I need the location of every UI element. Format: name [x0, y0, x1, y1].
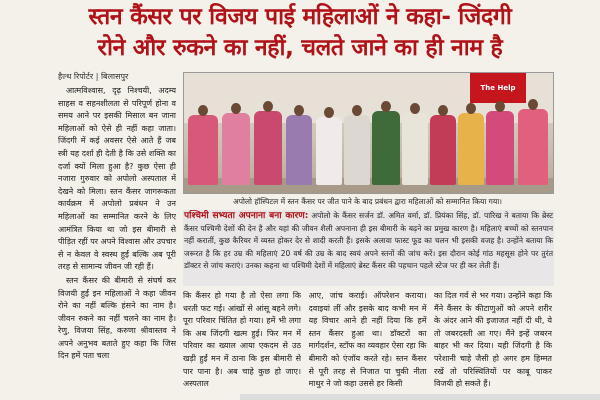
- left-column: [58, 85, 176, 397]
- photo-person: [188, 115, 218, 185]
- bottom-strip: [240, 394, 600, 400]
- lower-column-3: का दिल गर्व से भर गया। उन्होंने कहा कि मैंने कैंसर के कीटाणुओं को अपने शरीर के अंदर आने की इजाजत नहीं दी थी, ये तो जबरदस्ती आ गए। मैंने इन्हें जबरन बाहर भी कर दिया। यही जिंदगी है कि परेशानी चाहे जैसी हो अगर हम हिम्मत रखें तो परिस्थितियों पर काबू पाकर विजयी हो सकते हैं।: [434, 291, 552, 389]
- photo-person: [254, 111, 282, 185]
- photo-person: [402, 113, 428, 185]
- photo-person: [430, 115, 456, 185]
- byline-reporter: हैल्थ रिपोर्टर: [58, 72, 94, 81]
- boxed-text: अपोलो के कैंसर सर्जन डॉ. अमित वर्मा, डॉ. प्रियंका सिंह, डॉ. पारिख ने बताया कि ब्रेस्ट कैंसर पश्चिमी देशों की देन है और यहां की जीवन शैली अपनाना ही इस बीमारी के बढ़ने का प्रमुख कारण है। महिलाएं बच्चों को स्तनपान नहीं करातीं, कुछ कैरियर में व्यस्त होकर देर से शादी करती हैं। इसके अलावा फास्ट फूड का चलन भी इसकी वजह है। उन्होंने बताया कि जरूरत है कि हर उम्र की महिलाएं 20 वर्ष की उम्र के बाद स्वयं अपने स्तनों की जांच करें। इस दौरान कोई गांठ महसूस होने पर तुरंत डॉक्टर से जांच कराएं। उनका कहना था पश्चिमी देशों में महिलाएं ब्रेस्ट कैंसर की पहचान पहले स्टेज पर ही कर लेती हैं।: [184, 211, 553, 271]
- photo-person-head: [381, 101, 391, 112]
- photo-person: [222, 113, 250, 185]
- photo-person-head: [352, 105, 362, 116]
- photo-person: [372, 111, 400, 185]
- photo-caption: अपोलो हॉस्पिटल में स्तन कैंसर पर जीत पाने के बाद प्रबंधन द्वारा महिलाओं को सम्मानित किया गया।: [232, 197, 503, 206]
- lower-column-2: आए, जांच कराई। ऑपरेशन कराया। दवाइयां लीं और इसके बाद कभी मन में यह विचार आने ही नहीं दिया कि हमें स्तन कैंसर हुआ था। डॉक्टरों का मार्गदर्शन, स्टॉफ का व्यवहार ऐसा रहा कि बीमारी को एंजॉय करते रहे। स्तन कैंसर से पूरी तरह से निजात पा चुकी नीता माथुर ने जो कहा उससे हर किसी: [308, 291, 427, 389]
- left-paragraph-1: आत्मविश्वास, दृढ़ निश्चयी, अदम्य साहस व सहनशीलता से परिपूर्ण होना व समय आने पर इसकी मिसाल बन जाना महिलाओं को ऐसे ही नहीं कहा जाता। जिंदगी में कई अवसर ऐसे आते हैं जब स्त्री यह दर्शा ही देती है कि उसे शक्ति का दर्जा क्यों मिला हुआ है? कुछ ऐसा ही नजारा गुरुवार को अपोलो अस्पताल में देखने को मिला। स्तन कैंसर जागरूकता कार्यक्रम में अपोलो प्रबंधन ने उन महिलाओं का सम्मानित करने के लिए आमंत्रित किया था जो इस बीमारी से पीड़ित रहीं पर अपने विश्वास और उपचार से न केवल वे स्वस्थ हुईं बल्कि अब पूरी तरह से सामान्य जीवन जी रही हैं।: [58, 86, 176, 272]
- byline-separator: |: [95, 72, 101, 81]
- byline: [58, 71, 128, 82]
- photo-banner: The Help: [470, 73, 526, 103]
- photo-person: [316, 117, 342, 185]
- photo-person: [286, 115, 312, 185]
- headline-line-2: रोने और रुकने का नहीं, चलते जाने का ही नाम है: [97, 35, 503, 61]
- photo-person-head: [263, 101, 273, 112]
- photo-person-head: [231, 103, 241, 114]
- photo-person: [458, 113, 484, 185]
- left-paragraph-2: स्तन कैंसर की बीमारी से संघर्ष कर विजयी हुईं इन महिलाओं ने कहा जीवन रोने का नहीं बल्कि हंसने का नाम है। जीवन रुकने का नहीं चलने का नाम है। रेणु, विजया सिंह, करुणा श्रीवास्तव ने अपने अनुभव बताते हुए कहा कि जिस दिन हमें पता चला: [58, 275, 176, 361]
- photo-person-head: [294, 105, 304, 116]
- photo-person-head: [324, 107, 334, 118]
- photo-person: [486, 111, 514, 185]
- photo-person: [518, 109, 548, 185]
- photo-person: [344, 115, 370, 185]
- photo-person-head: [466, 103, 476, 114]
- photo-person-head: [198, 105, 208, 116]
- news-photo: [183, 72, 554, 194]
- photo-person-head: [528, 99, 538, 110]
- lower-columns: [183, 290, 552, 398]
- photo-person-head: [410, 103, 420, 114]
- boxed-subheading: पश्चिमी सभ्यता अपनाना बना कारण:: [184, 211, 309, 221]
- photo-person-head: [495, 101, 505, 112]
- byline-place: बिलासपुर: [100, 72, 129, 81]
- headline-line-1: स्तन कैंसर पर विजय पाई महिलाओं ने कहा- जिंदगी: [88, 4, 512, 30]
- photo-person-head: [438, 105, 448, 116]
- lower-column-1: कि कैंसर हो गया है तो ऐसा लगा कि धरती फट गई। आंखों से आंसू बहने लगे। पूरा परिवार चिंतित हो गया। हमें भी लगा कि अब जिंदगी खत्म हुई। फिर मन में परिवार का ख्याल आया एकदम से उठ खड़ी हुईं मन में ठाना कि इस बीमारी से पार पाना है। अब चाहे कुछ हो जाए। अस्पताल: [183, 291, 301, 389]
- boxed-section: [183, 210, 554, 286]
- headline: [6, 2, 594, 64]
